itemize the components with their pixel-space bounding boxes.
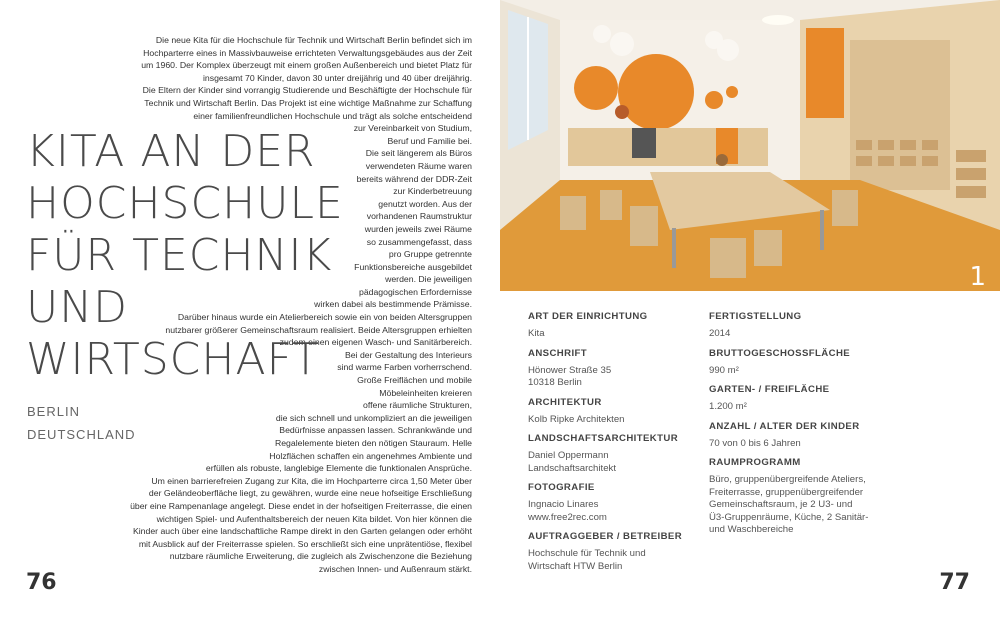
body-text-line: insgesamt 70 Kinder, davon 30 unter dreijährig und 40 über dreijährig. xyxy=(202,72,472,83)
page-title xyxy=(26,126,344,386)
body-text-line: Die neue Kita für die Hochschule für Technik und Wirtschaft Berlin befindet sich im xyxy=(155,35,472,45)
body-text-line: über eine Rampenanlage angelegt. Diese endet in der hofseitigen Freiterrasse, die einen xyxy=(130,500,472,511)
title-line-3: FÜR TECHNIK xyxy=(26,230,333,281)
info-value-line: www.free2rec.com xyxy=(528,511,607,523)
title-line-5: WIRTSCHAFT xyxy=(26,334,320,385)
body-text-line: zur Vereinbarkeit von Studium, xyxy=(353,123,472,134)
body-text-line: Holzflächen schaffen ein angenehmes Ambiente und xyxy=(269,450,472,461)
info-value xyxy=(528,414,718,427)
body-text-line: Möbeleinheiten kreieren xyxy=(379,387,472,398)
info-value xyxy=(528,548,718,573)
body-text-line: Um einen barrierefreien Zugang zur Kita, die im Hochparterre circa 1,50 Meter über xyxy=(151,475,472,486)
body-text-line: mit Ausblick auf der Freiterrasse spielen. So erschließt sich eine unprätentiöse, flexibel xyxy=(138,538,472,549)
info-value xyxy=(709,328,889,341)
info-column-2 xyxy=(709,304,889,539)
body-text-line: wichtigen Spiel- und Aufenthaltsbereich der neuen Kita bildet. Von hier können die xyxy=(156,513,472,524)
info-value-line: Daniel Oppermann xyxy=(528,450,609,461)
info-value xyxy=(709,401,889,414)
info-value-line: Landschaftsarchitekt xyxy=(528,462,616,474)
info-label: ANSCHRIFT xyxy=(528,347,588,359)
info-value xyxy=(528,365,718,390)
info-value-line: Wirtschaft HTW Berlin xyxy=(528,560,623,572)
photo-number: 1 xyxy=(969,262,986,291)
body-text-line: offene räumliche Strukturen, xyxy=(363,400,472,411)
body-text-line: erfüllen als robuste, langlebige Elemente die funktionalen Ansprüche. xyxy=(205,463,472,474)
body-text-line: verwendeten Räume waren xyxy=(365,160,472,171)
info-value xyxy=(528,450,718,475)
info-label: ANZAHL / ALTER DER KINDER xyxy=(709,420,860,432)
body-text-line: Bei der Gestaltung des Interieurs xyxy=(344,349,472,360)
info-value xyxy=(709,474,889,537)
title-line-1: KITA AN DER xyxy=(26,126,316,177)
info-label: LANDSCHAFTSARCHITEKTUR xyxy=(528,433,679,444)
body-text-line: um 1960. Der Komplex überzeugt mit einem großen Außenbereich und bietet Platz für xyxy=(141,60,472,71)
page-number-right: 77 xyxy=(939,570,970,595)
body-text-line: nutzbarer größerer Gemeinschaftsraum realisiert. Beide Altersgruppen erhielten xyxy=(165,324,472,335)
info-value-line: Kolb Ripke Architekten xyxy=(528,413,625,425)
body-text-line: genutzt worden. Aus der xyxy=(378,198,472,209)
body-text-line: sind warme Farben vorherrschend. xyxy=(337,362,472,373)
page-number-left: 76 xyxy=(26,570,57,595)
info-value-line: und Waschbereiche xyxy=(709,524,794,535)
info-label: AUFTRAGGEBER / BETREIBER xyxy=(528,531,683,542)
body-text-line: der Geländeoberfläche liegt, zu gewähren, wurde eine neue hofseitige Erschließung xyxy=(148,488,472,499)
body-text-line: so zusammengefasst, dass xyxy=(366,236,472,247)
body-text-line: zudem einen eigenen Wasch- und Sanitärbereich. xyxy=(279,337,472,348)
body-text-line: die sich schnell und unkompliziert an die jeweiligen xyxy=(275,412,472,423)
info-label: FERTIGSTELLUNG xyxy=(709,311,802,322)
info-label: FOTOGRAFIE xyxy=(528,482,595,493)
info-label: RAUMPROGRAMM xyxy=(709,457,801,468)
info-label: GARTEN- / FREIFLÄCHE xyxy=(709,384,830,395)
info-value-line: Büro, gruppenübergreifende Ateliers, xyxy=(709,474,866,485)
body-text-line: pädagogischen Erfordernisse xyxy=(358,286,472,297)
info-column-1 xyxy=(528,304,718,575)
info-label: ARCHITEKTUR xyxy=(528,396,602,408)
body-text-line: Die Eltern der Kinder sind vorrangig Studierende und Beschäftigte der Hochschule für xyxy=(142,85,472,96)
body-text-line: Hochparterre eines in Massivbauweise errichteten Verwaltungsgebäudes aus der Zeit xyxy=(143,47,472,58)
kita-interior-photo xyxy=(500,0,1000,291)
info-value-line: 990 m² xyxy=(709,364,739,376)
body-text-line: nutzbare räumliche Erweiterung, die zugleich als Zwischenzone die Beziehung xyxy=(169,551,472,562)
body-text-line: bereits während der DDR-Zeit xyxy=(356,173,472,184)
info-value-line: Ingnacio Linares xyxy=(528,499,599,510)
body-text-line: wirken dabei als bestimmende Prämisse. xyxy=(314,299,472,310)
body-text-line: Die seit längerem als Büros xyxy=(365,148,472,159)
body-text-line: Bedürfnisse anpassen lassen. Schrankwände und xyxy=(279,425,472,436)
info-value-line: 10318 Berlin xyxy=(528,377,582,388)
body-text-line: Darüber hinaus wurde ein Atelierbereich sowie ein von beiden Altersgruppen xyxy=(177,312,472,323)
info-value xyxy=(528,499,718,524)
info-value xyxy=(528,328,718,341)
right-page xyxy=(500,0,1000,622)
info-value xyxy=(709,438,889,451)
body-text-line: werden. Die jeweiligen xyxy=(385,274,472,285)
info-value-line: 70 von 0 bis 6 Jahren xyxy=(709,437,801,449)
body-text-line: vorhandenen Raumstruktur xyxy=(366,211,472,222)
body-text-line: pro Gruppe getrennte xyxy=(388,249,472,260)
info-value-line: Ü3-Gruppenräume, Küche, 2 Sanitär- xyxy=(709,511,869,523)
info-value-line: Gemeinschaftsraum, je 2 U3- und xyxy=(709,499,853,510)
photo-illustration xyxy=(500,0,1000,291)
body-text-line: Beruf und Familie bei. xyxy=(387,135,472,146)
body-text-line: Funktionsbereiche ausgebildet xyxy=(354,261,472,272)
info-value-line: Hochschule für Technik und xyxy=(528,548,646,559)
body-text-line: Große Freiflächen und mobile xyxy=(357,375,472,386)
body-text-line: wurden jeweils zwei Räume xyxy=(364,223,472,234)
body-text-line: zur Kinderbetreuung xyxy=(393,186,472,197)
body-text-line: Technik und Wirtschaft Berlin. Das Projekt ist eine wichtige Maßnahme zur Schaffung xyxy=(144,97,472,108)
info-label: BRUTTOGESCHOSSFLÄCHE xyxy=(709,347,851,359)
info-label: ART DER EINRICHTUNG xyxy=(528,311,648,322)
body-text-line: einer familienfreundlichen Hochschule und trägt als solche entscheidend xyxy=(193,110,472,121)
title-line-4: UND xyxy=(26,282,128,333)
info-value-line: 1.200 m² xyxy=(709,401,747,412)
location-city: BERLIN xyxy=(27,404,80,419)
title-line-2: HOCHSCHULE xyxy=(26,178,344,229)
info-value-line: 2014 xyxy=(709,328,731,339)
info-value-line: Kita xyxy=(528,328,545,339)
body-text-line: zwischen Innen- und Außenraum stärkt. xyxy=(318,563,472,574)
info-value-line: Hönower Straße 35 xyxy=(528,364,612,376)
location-country: DEUTSCHLAND xyxy=(27,427,136,442)
info-value-line: Freiterrasse, gruppenübergreifender xyxy=(709,486,864,498)
body-text-line: Kinder auch über eine landschaftliche Rampe direkt in den Garten gelangen oder erhöht xyxy=(132,526,472,537)
info-value xyxy=(709,365,889,378)
body-text-line: Regalelemente bieten den nötigen Stauraum. Helle xyxy=(274,438,472,448)
